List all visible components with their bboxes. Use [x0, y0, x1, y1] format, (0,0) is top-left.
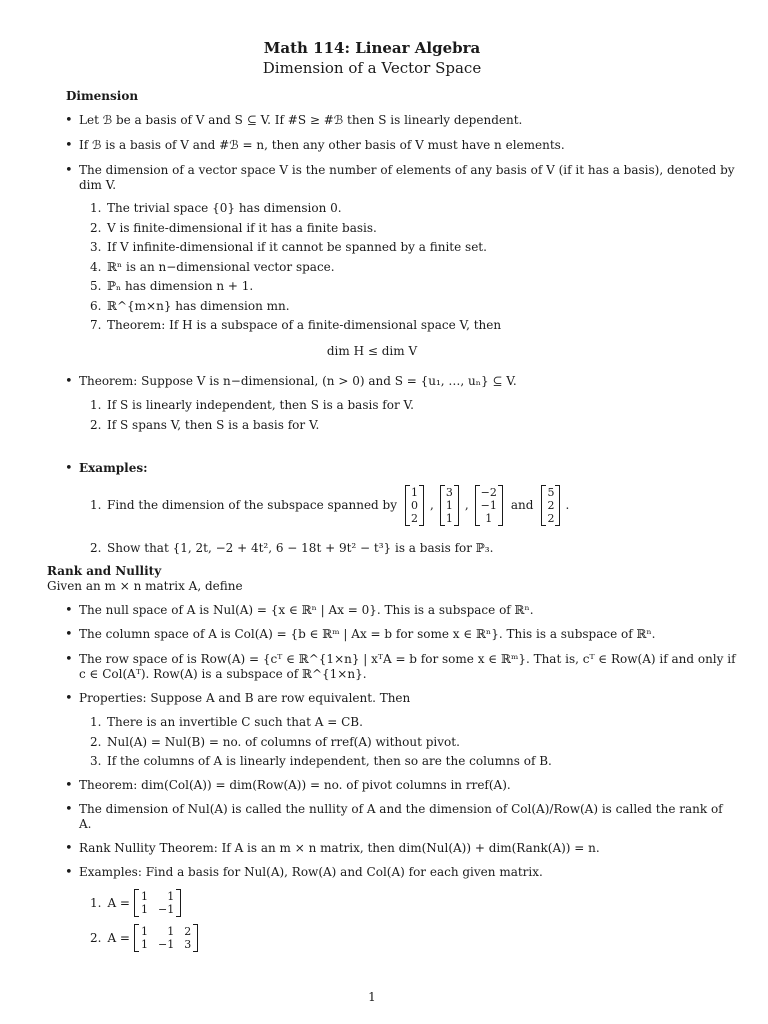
bullet-row-space-cont: c ∈ Col(Aᵀ). Row(A) is a subspace of ℝ^{1×n}.	[79, 667, 367, 681]
vector-entry: 5	[547, 485, 555, 499]
bullet-null-space: • The null space of A is Nul(A) = {x ∈ ℝⁿ | Ax = 0}. This is a subspace of ℝⁿ.	[79, 603, 534, 618]
matrix-label: A =	[107, 930, 130, 945]
matrix-entry: 1	[141, 890, 148, 903]
column-vector	[475, 485, 503, 526]
dimension-list-number: 1.	[90, 201, 102, 215]
bullet-dimension-definition: • The dimension of a vector space V is the number of elements of any basis of V (if it has a basis), denoted by	[79, 163, 735, 178]
bullet-row-space: • The row space of is Row(A) = {cᵀ ∈ ℝ^{1×n} | xᵀA = b for some x ∈ ℝᵐ}. That is, cᵀ ∈ Row(A) if and only if	[79, 652, 736, 667]
properties-list-item: If the columns of A is linearly independent, then so are the columns of B.	[107, 754, 552, 768]
dimension-list-item: The trivial space {0} has dimension 0.	[107, 201, 342, 215]
bullet-basis-dependent: • Let ℬ be a basis of V and S ⊆ V. If #S ≥ #ℬ then S is linearly dependent.	[79, 113, 522, 128]
vector-entry: 2	[547, 511, 555, 525]
properties-list-number: 1.	[90, 715, 102, 729]
dimension-list-item: Theorem: If H is a subspace of a finite-dimensional space V, then	[107, 318, 502, 332]
page-title: Math 114: Linear Algebra	[263, 39, 481, 57]
matrix-entry: 1	[167, 925, 175, 938]
spanning-vectors: 1 0 2 , 3 1 1 , −2 −1 1 and 5 2 2 .	[403, 485, 569, 526]
column-vector	[440, 485, 459, 526]
bullet-column-space: • The column space of A is Col(A) = {b ∈ ℝᵐ | Ax = b for some x ∈ ℝⁿ}. This is a subspace of ℝⁿ.	[79, 627, 655, 642]
section-heading-rank-nullity: Rank and Nullity	[47, 564, 162, 578]
vector-entry: 0	[411, 498, 419, 512]
column-vector	[541, 485, 560, 526]
properties-list-number: 3.	[90, 754, 102, 768]
comma: ,	[464, 497, 469, 512]
dimension-list-item: ℝⁿ is an n−dimensional vector space.	[107, 259, 335, 274]
properties-list-item: There is an invertible C such that A = CB.	[107, 715, 363, 729]
theorem-list-number: 1.	[90, 398, 102, 412]
bullet-nullity-definition-cont: A.	[79, 817, 92, 831]
examples-heading: • Examples:	[79, 461, 148, 476]
vector-entry: 1	[411, 485, 419, 499]
matrix-entry: 1	[141, 903, 148, 916]
matrix-entry: 3	[184, 938, 192, 951]
dimension-list-number: 4.	[90, 259, 102, 274]
rank-intro: Given an m × n matrix A, define	[47, 579, 243, 593]
example-1	[107, 481, 569, 529]
dimension-list-number: 6.	[90, 298, 102, 313]
matrix-entry: 2	[184, 925, 192, 938]
dimension-list-number: 3.	[90, 240, 102, 254]
matrix-entry: −1	[158, 903, 175, 916]
vector-entry: 2	[411, 511, 419, 525]
bullet-rank-theorem: • Theorem: dim(Col(A)) = dim(Row(A)) = no. of pivot columns in rref(A).	[79, 778, 511, 793]
matrix-entry: 1	[167, 890, 175, 903]
section-heading-dimension: Dimension	[66, 89, 139, 103]
vector-entry: 1	[445, 498, 453, 512]
matrix-2	[130, 924, 200, 952]
matrix-entry: −1	[158, 938, 175, 951]
vector-entry: 3	[445, 485, 453, 499]
example-1-text: Find the dimension of the subspace spanned by	[107, 497, 398, 512]
vector-entry: 1	[485, 511, 493, 525]
dimension-list-number: 2.	[90, 220, 102, 235]
comma: ,	[430, 497, 434, 512]
and-word: and	[510, 497, 534, 512]
properties-list-number: 2.	[90, 734, 102, 749]
rank-example-2: 2. A = 1 1 2 1 −1 3	[90, 922, 200, 954]
column-vector	[405, 485, 424, 526]
dimension-list-number: 7.	[90, 318, 102, 332]
dimension-list-item: If V infinite-dimensional if it cannot be spanned by a finite set.	[107, 240, 487, 254]
bullet-rank-examples: • Examples: Find a basis for Nul(A), Row(A) and Col(A) for each given matrix.	[79, 865, 543, 880]
page-number: 1	[368, 990, 376, 1004]
bullet-properties: • Properties: Suppose A and B are row equivalent. Then	[79, 691, 410, 706]
theorem-list-item: If S spans V, then S is a basis for V.	[107, 417, 320, 432]
vector-entry: −2	[480, 485, 497, 499]
properties-list-item: Nul(A) = Nul(B) = no. of columns of rref(A) without pivot.	[107, 734, 460, 749]
bullet-basis-size: • If ℬ is a basis of V and #ℬ = n, then any other basis of V must have n elements.	[79, 138, 565, 153]
dimension-list-item: ℝ^{m×n} has dimension mn.	[107, 298, 290, 313]
example-2: Show that {1, 2t, −2 + 4t², 6 − 18t + 9t² − t³} is a basis for ℙ₃.	[107, 541, 494, 555]
vector-entry: −1	[480, 498, 497, 512]
matrix-label: A =	[107, 895, 130, 910]
theorem-list-item: If S is linearly independent, then S is a basis for V.	[107, 398, 414, 412]
rank-example-1: 1. A = 1 1 1 −1	[90, 887, 183, 919]
example-1-number: 1.	[90, 498, 102, 512]
vector-entry: 1	[445, 511, 453, 525]
example-2-number: 2.	[90, 541, 102, 555]
bullet-nullity-definition: • The dimension of Nul(A) is called the nullity of A and the dimension of Col(A)/Row(A) is called the rank of	[79, 802, 723, 817]
dim-inequality: dim H ≤ dim V	[326, 344, 418, 358]
bullet-theorem: • Theorem: Suppose V is n−dimensional, (n > 0) and S = {u₁, …, uₙ} ⊆ V.	[79, 374, 517, 389]
page-subtitle: Dimension of a Vector Space	[262, 59, 482, 77]
dimension-list-item: V is finite-dimensional if it has a finite basis.	[107, 220, 377, 235]
matrix-entry: 1	[141, 925, 148, 938]
matrix-1	[130, 889, 183, 917]
bullet-rank-nullity-theorem: • Rank Nullity Theorem: If A is an m × n matrix, then dim(Nul(A)) + dim(Rank(A)) = n.	[79, 841, 600, 856]
dimension-list-item: ℙₙ has dimension n + 1.	[107, 279, 254, 293]
dimension-list-number: 5.	[90, 279, 102, 293]
bullet-dimension-definition-cont: dim V.	[79, 178, 117, 192]
vector-entry: 2	[547, 498, 555, 512]
theorem-list-number: 2.	[90, 417, 102, 432]
matrix-entry: 1	[141, 938, 148, 951]
